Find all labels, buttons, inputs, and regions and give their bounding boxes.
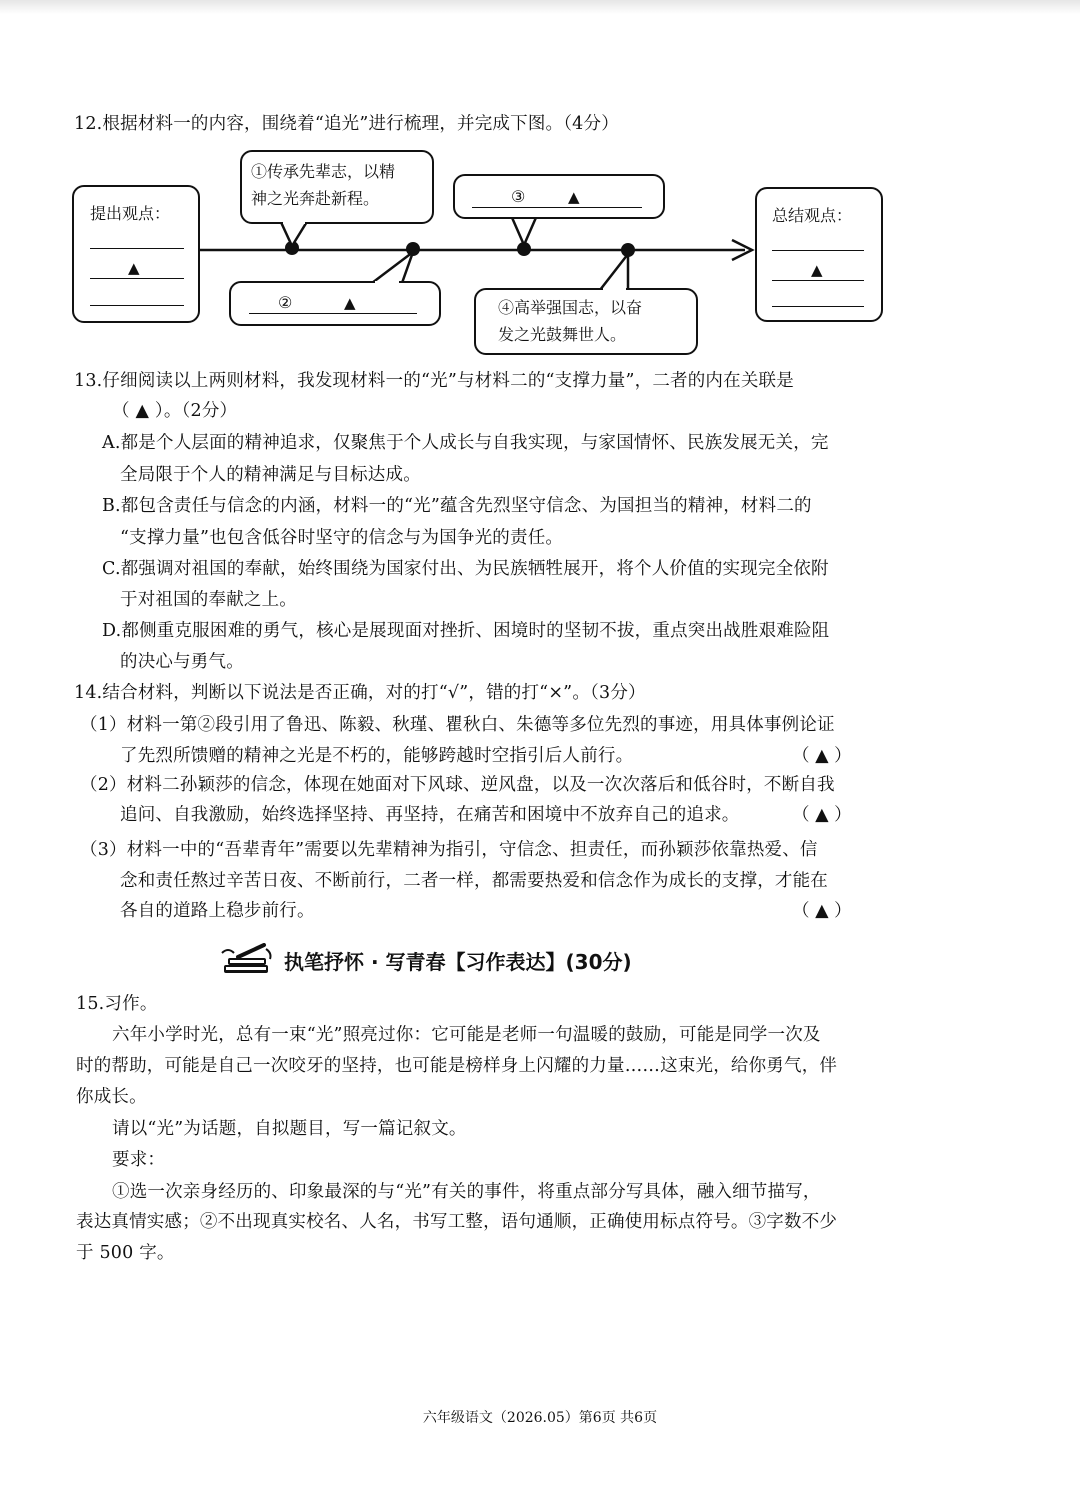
section-heading-text: 执笔抒怀 · 写青春【习作表达】(30分) bbox=[284, 949, 632, 974]
bubble-4-line-1: ④高举强国志，以奋 bbox=[498, 298, 643, 317]
q12-stem: 12.根据材料一的内容，围绕着“追光”进行梳理，并完成下图。（4分） bbox=[74, 114, 619, 134]
q14-item-1-line-2: 了先烈所馈赠的精神之光是不朽的，能够跨越时空指引后人前行。 bbox=[120, 746, 634, 766]
left-box-title: 提出观点： bbox=[90, 204, 171, 223]
q15-requirement-line-1: ①选一次亲身经历的、印象最深的与“光”有关的事件，将重点部分写具体，融入细节描写， bbox=[112, 1182, 821, 1202]
q15-requirements-label: 要求： bbox=[112, 1150, 166, 1170]
q15-prompt-line-3: 你成长。 bbox=[76, 1087, 147, 1107]
q13-option-b-line-2: “支撑力量”也包含低谷时坚守的信念与为国争光的责任。 bbox=[120, 528, 564, 548]
q15-instruction: 请以“光”为话题，自拟题目，写一篇记叙文。 bbox=[112, 1119, 467, 1139]
q13-option-a-line-2: 全局限于个人的精神满足与目标达成。 bbox=[120, 465, 421, 485]
q14-item-2-line-1: （2）材料二孙颖莎的信念，体现在她面对下风球、逆风盘，以及一次次落后和低谷时，不断自我 bbox=[80, 775, 835, 795]
q15-prompt-line-2: 时的帮助，可能是自己一次咬牙的坚持，也可能是榜样身上闪耀的力量……这束光，给你勇气，伴 bbox=[76, 1056, 838, 1076]
q14-item-2-answer[interactable]: （ ▲ ） bbox=[792, 805, 852, 825]
left-blank-mark: ▲ bbox=[128, 259, 140, 277]
bubble-2-mark: ▲ bbox=[344, 294, 356, 312]
q14-item-3-line-1: （3）材料一中的“吾辈青年”需要以先辈精神为指引，守信念、担责任，而孙颖莎依靠热爱、信 bbox=[80, 840, 818, 860]
pen-and-books-icon bbox=[220, 943, 276, 977]
bubble-4-line-2: 发之光鼓舞世人。 bbox=[498, 325, 627, 344]
bubble-1-line-1: ①传承先辈志，以精 bbox=[251, 162, 396, 181]
q14-item-1-line-1: （1）材料一第②段引用了鲁迅、陈毅、秋瑾、瞿秋白、朱德等多位先烈的事迹，用具体事例论证 bbox=[80, 715, 835, 735]
q15-prompt-line-1: 六年小学时光，总有一束“光”照亮过你：它可能是老师一句温暖的鼓励，可能是同学一次及 bbox=[112, 1025, 821, 1045]
q13-option-d-line-1[interactable]: D.都侧重克服困难的勇气，核心是展现面对挫折、困境时的坚韧不拔，重点突出战胜艰难险阻 bbox=[102, 621, 830, 641]
bubble-3-mark: ▲ bbox=[568, 188, 580, 206]
q13-answer-blank[interactable]: （ ▲ ）。（2分） bbox=[112, 401, 238, 421]
bubble-2-number: ② bbox=[278, 293, 293, 312]
q13-option-b-line-1[interactable]: B.都包含责任与信念的内涵，材料一的“光”蕴含先烈坚守信念、为国担当的精神，材料二的 bbox=[102, 496, 812, 516]
q15-requirement-line-2: 表达真情实感；②不出现真实校名、人名，书写工整，语句通顺，正确使用标点符号。③字数不少 bbox=[76, 1212, 838, 1232]
q13-option-d-line-2: 的决心与勇气。 bbox=[120, 652, 244, 672]
bubble-1-line-2: 神之光奔赴新程。 bbox=[251, 189, 380, 208]
q14-item-3-line-2: 念和责任熬过辛苦日夜、不断前行，二者一样，都需要热爱和信念作为成长的支撑，才能在 bbox=[120, 871, 828, 891]
q13-option-a-line-1[interactable]: A.都是个人层面的精神追求，仅聚焦于个人成长与自我实现，与家国情怀、民族发展无关，完 bbox=[102, 433, 829, 453]
q15-title: 15.习作。 bbox=[76, 994, 158, 1014]
q13-option-c-line-2: 于对祖国的奉献之上。 bbox=[120, 590, 297, 610]
q13-stem-line-1: 13.仔细阅读以上两则材料，我发现材料一的“光”与材料二的“支撑力量”，二者的内在关联是 bbox=[74, 371, 794, 391]
q14-stem: 14.结合材料，判断以下说法是否正确，对的打“√”，错的打“×”。（3分） bbox=[74, 683, 646, 703]
bubble-3-number: ③ bbox=[511, 187, 526, 206]
q14-item-1-answer[interactable]: （ ▲ ） bbox=[792, 746, 852, 766]
q14-item-2-line-2: 追问、自我激励，始终选择坚持、再坚持，在痛苦和困境中不放弃自己的追求。 bbox=[120, 805, 740, 825]
q15-requirement-line-3: 于 500 字。 bbox=[76, 1243, 175, 1263]
right-blank-mark: ▲ bbox=[811, 261, 823, 279]
q13-option-c-line-1[interactable]: C.都强调对祖国的奉献，始终围绕为国家付出、为民族牺牲展开，将个人价值的实现完全依附 bbox=[102, 559, 829, 579]
q14-item-3-answer[interactable]: （ ▲ ） bbox=[792, 901, 852, 921]
right-box-title: 总结观点： bbox=[772, 206, 853, 225]
section-heading bbox=[220, 940, 632, 980]
q14-item-3-line-3: 各自的道路上稳步前行。 bbox=[120, 901, 315, 921]
page-footer: 六年级语文（2026.05）第6页 共6页 bbox=[422, 1410, 658, 1426]
